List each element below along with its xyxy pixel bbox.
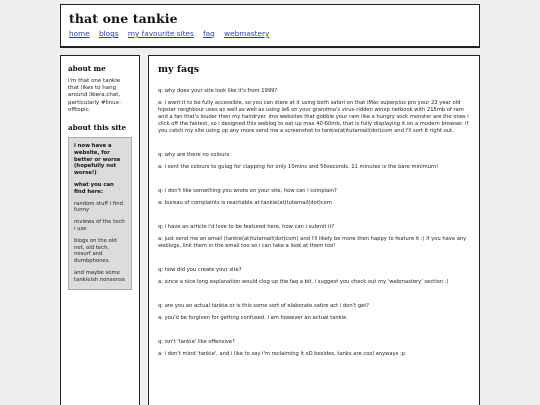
nav-link-webmastery[interactable]: webmastery <box>224 29 270 38</box>
faq-answer: a: bureau of complaints is reachable at tankie(at)tutamail(dot)com <box>158 200 332 206</box>
faq-answer: a: just send me an email (tankie(at)tutamail(dot)com) and i'll likely be more then happy to feature it :) if you have any weblogs, link them in the email too so i can take a look at them too! <box>158 236 467 249</box>
site-title: that one tankie <box>69 11 178 26</box>
about-site-box <box>68 137 132 290</box>
nav-link-home[interactable]: home <box>69 29 90 38</box>
nav-link-blogs[interactable]: blogs <box>99 29 119 38</box>
about-site-heading: about this site <box>68 123 127 133</box>
nav-link-faq[interactable]: faq <box>203 29 215 38</box>
page-title: my faqs <box>158 64 200 75</box>
site-header <box>60 4 480 48</box>
faq-answer: a: since a nice long explanation would clog up the faq a bit, i suggest you check out my 'webmastery' section :) <box>158 279 449 285</box>
about-me-text: i'm that one tankie that likes to hang around libera.chat, particularly #linux-offtopic. <box>68 78 121 113</box>
faq-question: q: i don't like something you wrote on your site, how can i complain? <box>158 188 337 194</box>
faq-answer: a: i sent the colours to gulag for clapping for only 10mins and 56seconds. 11 minutes is the bare minimum! <box>158 164 439 170</box>
faq-question: q: why does your site look like it's from 1999? <box>158 88 278 94</box>
list-item: blogs on the old net, old tech, nosurf and dumbphones <box>74 237 117 265</box>
faq-answer: a: i don't mind 'tankie', and i like to say i'm reclaiming it xD besides, tanks are cool anyways :p <box>158 351 406 357</box>
find-here-heading: what you can find here: <box>74 182 114 195</box>
faq-answer: a: i want it to be fully accessible, so you can stare at it using both safari on that iMac superplus pro your 23 year old hipster neighbour uses as well as well as using ie6 on your grandma's virus-ridden winxp netbook with 215mb of ram and a fan that's louder then my hairdryer. imo websites that gobble your ram like a hungry sock monster are the ones i click off the fastest, so i designed this weblog to eat up max 40-60mb, that is fully displaying it on a modern browser. if you catch my site using up any more send me a screenshot to tankie(at)tutamail(dot)com and i'll sort it right out. <box>158 100 469 134</box>
faq-question: q: how did you create your site? <box>158 267 242 273</box>
nav-link-favourite-sites[interactable]: my favourite sites <box>127 29 194 38</box>
faq-question: q: why are there no colours <box>158 152 230 158</box>
about-site-intro: i now have a website, for better or worse (hopefully not worse!) <box>74 143 121 177</box>
faq-question: q: i have an article i'd love to be featured here, how can i submit it? <box>158 224 335 230</box>
faq-question: q: are you an actual tankie or is this some sort of elaborate satire act i don't get? <box>158 303 370 309</box>
main-content <box>148 55 480 405</box>
faq-list <box>158 88 470 358</box>
list-item: random stuff i find funny <box>74 200 123 214</box>
list-item: reviews of the tech i use <box>74 219 125 232</box>
main-nav <box>69 29 471 38</box>
sidebar <box>60 55 140 405</box>
about-me-heading: about me <box>68 64 106 73</box>
faq-answer: a: you'd be forgiven for getting confused. i am however an actual tankie. <box>158 315 348 321</box>
faq-question: q: isn't 'tankie' like offensive? <box>158 339 235 345</box>
list-item: and maybe some tankieish nonsense <box>74 269 126 283</box>
